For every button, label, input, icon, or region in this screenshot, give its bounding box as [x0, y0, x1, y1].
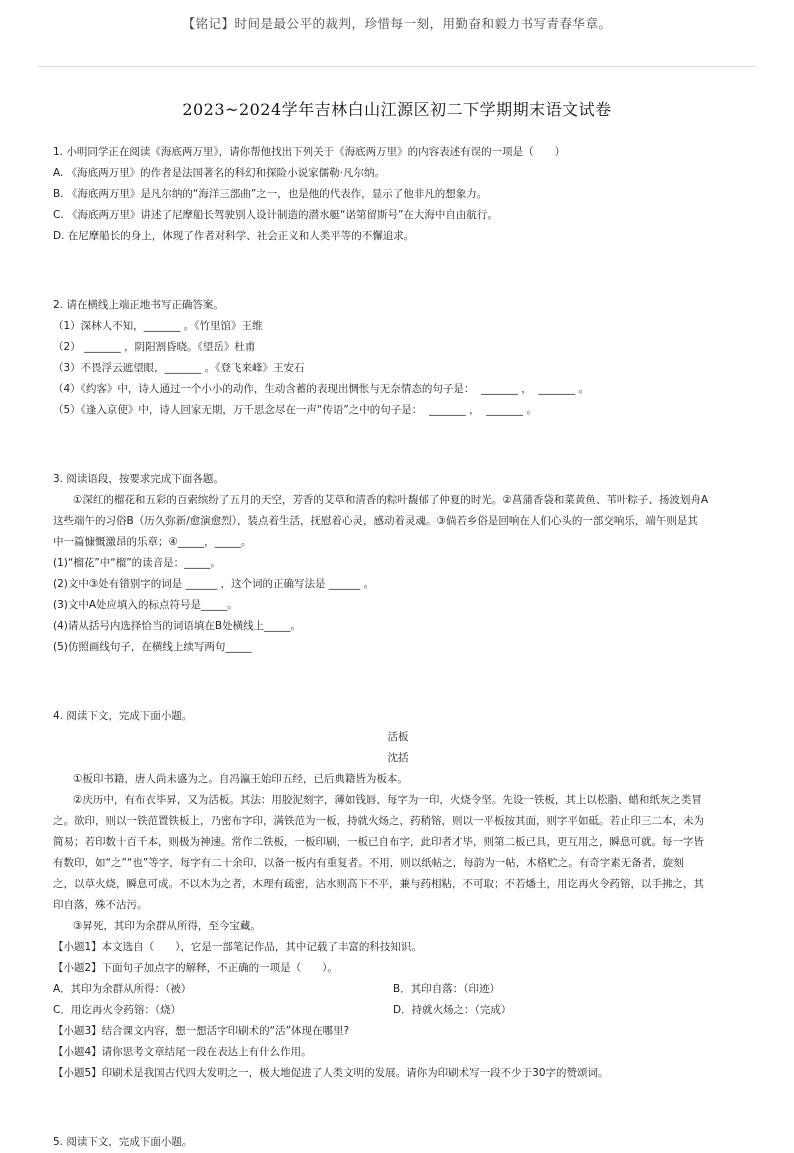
q4-subq-5: 【小题5】印刷术是我国古代四大发明之一，极大地促进了人类文明的发展。请你为印刷术写一段不少于30字的赞颂词。 [53, 1067, 609, 1079]
q5-stem: 5. 阅读下文，完成下面小题。 [53, 1136, 193, 1148]
q1-option-a: A. 《海底两万里》的作者是法国著名的科幻和探险小说家儒勒·凡尔纳。 [53, 167, 386, 179]
page-title: 2023~2024学年吉林白山江源区初二下学期期末语文试卷 [182, 100, 612, 119]
q3-stem: 3. 阅读语段，按要求完成下面各题。 [53, 473, 224, 485]
q4-para-3: ③昇死，其印为余群从所得，至今宝藏。 [73, 920, 261, 932]
q4-para-2-line-6: 印自落，殊不沾污。 [53, 899, 148, 911]
q4-option-b: B．其印自落：（印迹） [393, 983, 500, 995]
q4-subq-3: 【小题3】结合课文内容，想一想活字印刷术的“活”体现在哪里? [53, 1025, 350, 1037]
q4-article-title: 活板 [387, 731, 409, 743]
q4-para-1: ①板印书籍，唐人尚未盛为之。自冯瀛王始印五经，已后典籍皆为板本。 [73, 773, 408, 785]
q2-stem: 2. 请在横线上端正地书写正确答案。 [53, 299, 224, 311]
q4-stem: 4. 阅读下文，完成下面小题。 [53, 710, 193, 722]
q3-sub-1: (1)“榴花”中“榴”的读音是：_____。 [53, 557, 221, 569]
q4-para-2-line-5: 之，以草火烧，瞬息可成。不以木为之者，木理有疏密，沾水则高下不平，兼与药相粘，不可取；不若燔土，用讫再火令药镕，以手拂之，其 [53, 878, 704, 890]
q4-subq-4: 【小题4】请你思考文章结尾一段在表达上有什么作用。 [53, 1046, 312, 1058]
q4-option-d: D．持就火炀之：（完成） [393, 1004, 512, 1016]
q2-item-4: （4）《约客》中，诗人通过一个小小的动作，生动含蓄的表现出惆怅与无奈情态的句子是： _______ ， _______ 。 [53, 383, 589, 395]
q4-options-row-1 [53, 979, 743, 1000]
q2-item-1: （1）深林人不知，_______ 。《竹里馆》王维 [53, 320, 263, 332]
q4-option-c: C．用讫再火令药镕：（烧） [53, 1004, 182, 1016]
q3-para-line-2: 这些端午的习俗B（历久弥新/愈演愈烈），装点着生活，抚慰着心灵，感动着灵魂。③倘若乡俗是回响在人们心头的一部交响乐，端午则是其 [53, 515, 698, 527]
q1-option-b: B. 《海底两万里》是凡尔纳的“海洋三部曲”之一，也是他的代表作，显示了他非凡的想象力。 [53, 188, 488, 200]
q3-sub-4: (4)请从括号内选择恰当的词语填在B处横线上_____。 [53, 620, 301, 632]
q4-option-a: A．其印为余群从所得：（被） [53, 983, 192, 995]
q1-stem: 1. 小明同学正在阅读《海底两万里》，请你帮他找出下列关于《海底两万里》的内容表述有误的一项是（ ） [53, 146, 566, 158]
q4-subq-2: 【小题2】下面句子加点字的解释，不正确的一项是（ ）。 [53, 962, 338, 974]
header-motto: 【铭记】时间是最公平的裁判，珍惜每一刻，用勤奋和毅力书写青春华章。 [182, 16, 612, 31]
q2-item-5: （5）《逢入京使》中，诗人回家无期，万千思念尽在一声“传语”之中的句子是： _______ ， _______ 。 [53, 404, 537, 416]
q1-option-c: C. 《海底两万里》讲述了尼摩船长驾驶别人设计制造的潜水艇“诺第留斯号”在大海中自由航行。 [53, 209, 498, 221]
q4-options-row-2 [53, 1000, 743, 1021]
q1-option-d: D. 在尼摩船长的身上，体现了作者对科学、社会正义和人类平等的不懈追求。 [53, 230, 415, 242]
document-body [53, 142, 743, 1153]
q4-article-author: 沈括 [387, 752, 409, 764]
q3-sub-5: (5)仿照画线句子，在横线上续写两句_____ [53, 641, 252, 653]
header-divider [38, 66, 756, 67]
q3-sub-2: (2)文中③处有错别字的词是 ______ ，这个词的正确写法是 ______ 。 [53, 578, 375, 590]
q4-para-2-line-1: ②庆历中，有布衣毕昇，又为活板。其法：用胶泥刻字，薄如钱唇，每字为一印，火烧令坚。先设一铁板，其上以松脂、蜡和纸灰之类冒 [73, 794, 702, 806]
q3-sub-3: (3)文中A处应填入的标点符号是_____。 [53, 599, 238, 611]
q2-item-2: （2） _______ ，阴阳割昏晓。《望岳》杜甫 [53, 341, 256, 353]
q4-subq-1: 【小题1】本文选自（ ），它是一部笔记作品，其中记载了丰富的科技知识。 [53, 941, 422, 953]
q4-para-2-line-2: 之。欲印，则以一铁范置铁板上，乃密布字印，满铁范为一板，持就火炀之，药稍镕，则以一平板按其面，则字平如砥。若止印三二本，未为 [53, 815, 704, 827]
q2-item-3: （3）不畏浮云遮望眼，_______ 。《登飞来峰》王安石 [53, 362, 305, 374]
q3-para-line-3: 中一篇慷慨激昂的乐章；④_____，_____。 [53, 536, 252, 548]
q4-para-2-line-3: 简易；若印数十百千本，则极为神速。常作二铁板，一板印刷，一板已自布字，此印者才毕，则第二板已具，更互用之，瞬息可就。每一字皆 [53, 836, 704, 848]
q4-para-2-line-4: 有数印，如“之”“也”等字，每字有二十余印，以备一板内有重复者。不用，则以纸帖之，每韵为一帖，木格贮之。有奇字素无备者，旋刻 [53, 857, 684, 869]
q3-para-line-1: ①深红的榴花和五彩的百索缤纷了五月的天空，芳香的艾草和清香的粽叶馥郁了仲夏的时光。②菖蒲香袋和菜黄鱼、苇叶粽子、扬波划舟A [73, 494, 709, 506]
